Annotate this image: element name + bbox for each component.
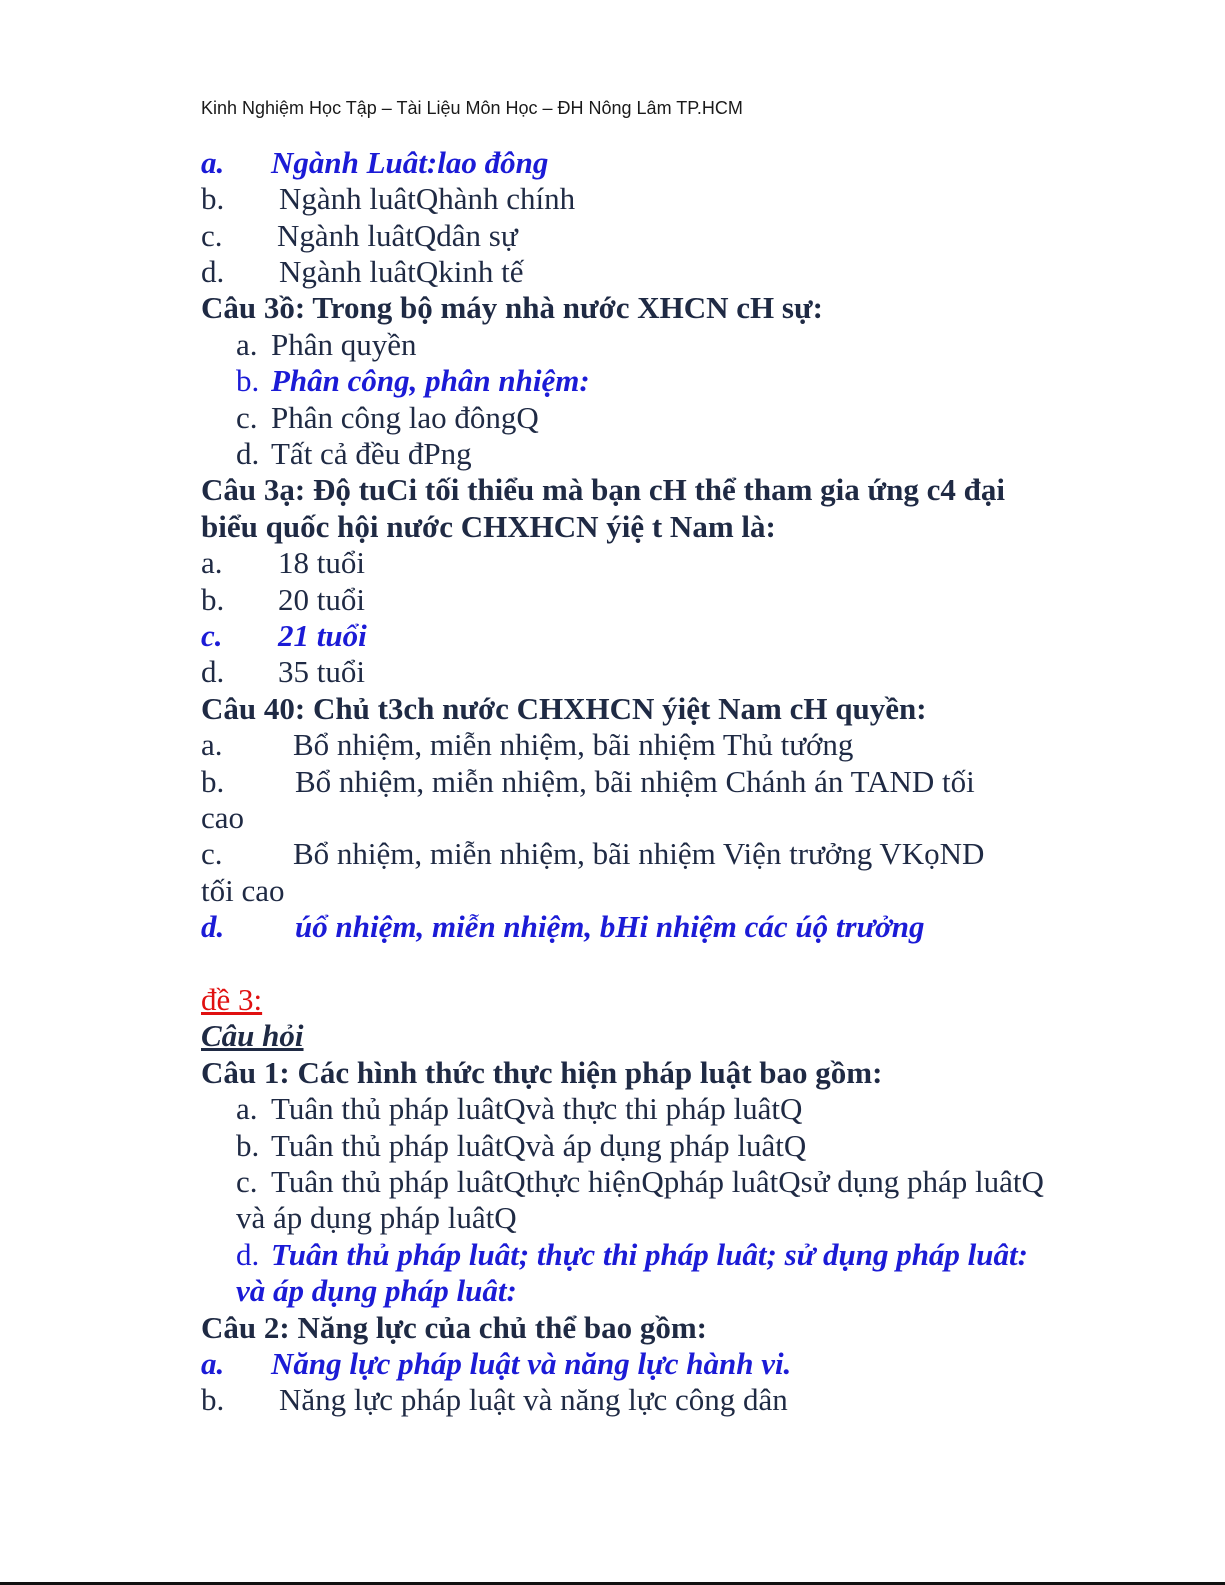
q40-option-c-cont: tối cao (201, 873, 285, 908)
section-title-de3: đề 3: (201, 982, 263, 1017)
q2-option-b: b. Năng lực pháp luật và năng lực công dân (201, 1382, 788, 1417)
q1-option-a: a. Tuân thủ pháp luâtQvà thực thi pháp luâtQ (236, 1091, 803, 1126)
section-subtitle: Câu hỏi (201, 1018, 304, 1053)
q40-option-b: b. Bổ nhiệm, miễn nhiệm, bãi nhiệm Chánh án TAND tối (201, 764, 975, 799)
question-2-title: Câu 2: Năng lực của chủ thể bao gồm: (201, 1310, 708, 1345)
q40-option-b-cont: cao (201, 800, 245, 835)
q40-option-c: c. Bổ nhiệm, miễn nhiệm, bãi nhiệm Viện trưởng VKọND (201, 836, 985, 871)
q38-option-d: d. Tất cả đều đPng (236, 436, 472, 471)
question-40-title: Câu 40: Chủ t3ch nước CHXHCN ýiệt Nam cH quyền: (201, 691, 927, 726)
question-39-title-line2: biểu quốc hội nước CHXHCN ýiệ t Nam là: (201, 509, 776, 544)
q40-option-d-answer: d. úổ nhiệm, miễn nhiệm, bHi nhiệm các úộ trưởng (201, 909, 925, 944)
option-c: c. Ngành luâtQdân sự (201, 218, 518, 253)
question-1-title: Câu 1: Các hình thức thực hiện pháp luật bao gồm: (201, 1055, 883, 1090)
q1-option-d-cont: và áp dụng pháp luât: (236, 1273, 517, 1308)
q38-option-a: a. Phân quyền (236, 327, 417, 362)
q1-option-b: b. Tuân thủ pháp luâtQvà áp dụng pháp luâtQ (236, 1128, 807, 1163)
page-header: Kinh Nghiệm Học Tập – Tài Liệu Môn Học – ĐH Nông Lâm TP.HCM (201, 98, 743, 118)
option-d: d. Ngành luâtQkinh tế (201, 254, 524, 289)
q39-option-b: b. 20 tuổi (201, 582, 365, 617)
q1-option-d-answer: d. Tuân thủ pháp luât; thực thi pháp luât; sử dụng pháp luât: (236, 1237, 1028, 1272)
question-38-title: Câu 3ồ: Trong bộ máy nhà nước XHCN cH sự: (201, 290, 823, 325)
question-39-title-line1: Câu 3ạ: Độ tuCi tối thiểu mà bạn cH thể tham gia ứng c4 đại (201, 472, 1005, 507)
q1-option-c: c. Tuân thủ pháp luâtQthực hiệnQpháp luâtQsử dụng pháp luâtQ (236, 1164, 1044, 1199)
q38-option-b-answer: b. Phân công, phân nhiệm: (236, 363, 590, 398)
q39-option-c-answer: c. 21 tuổi (201, 618, 367, 653)
option-a-answer: a. Ngành Luât:lao đông (201, 145, 549, 180)
q38-option-c: c. Phân công lao đôngQ (236, 400, 539, 435)
q39-option-d: d. 35 tuổi (201, 654, 365, 689)
q1-option-c-cont: và áp dụng pháp luâtQ (236, 1200, 517, 1235)
q39-option-a: a. 18 tuổi (201, 545, 365, 580)
q2-option-a-answer: a. Năng lực pháp luật và năng lực hành vi. (201, 1346, 792, 1381)
option-b: b. Ngành luâtQhành chính (201, 181, 576, 216)
q40-option-a: a. Bổ nhiệm, miễn nhiệm, bãi nhiệm Thủ tướng (201, 727, 854, 762)
